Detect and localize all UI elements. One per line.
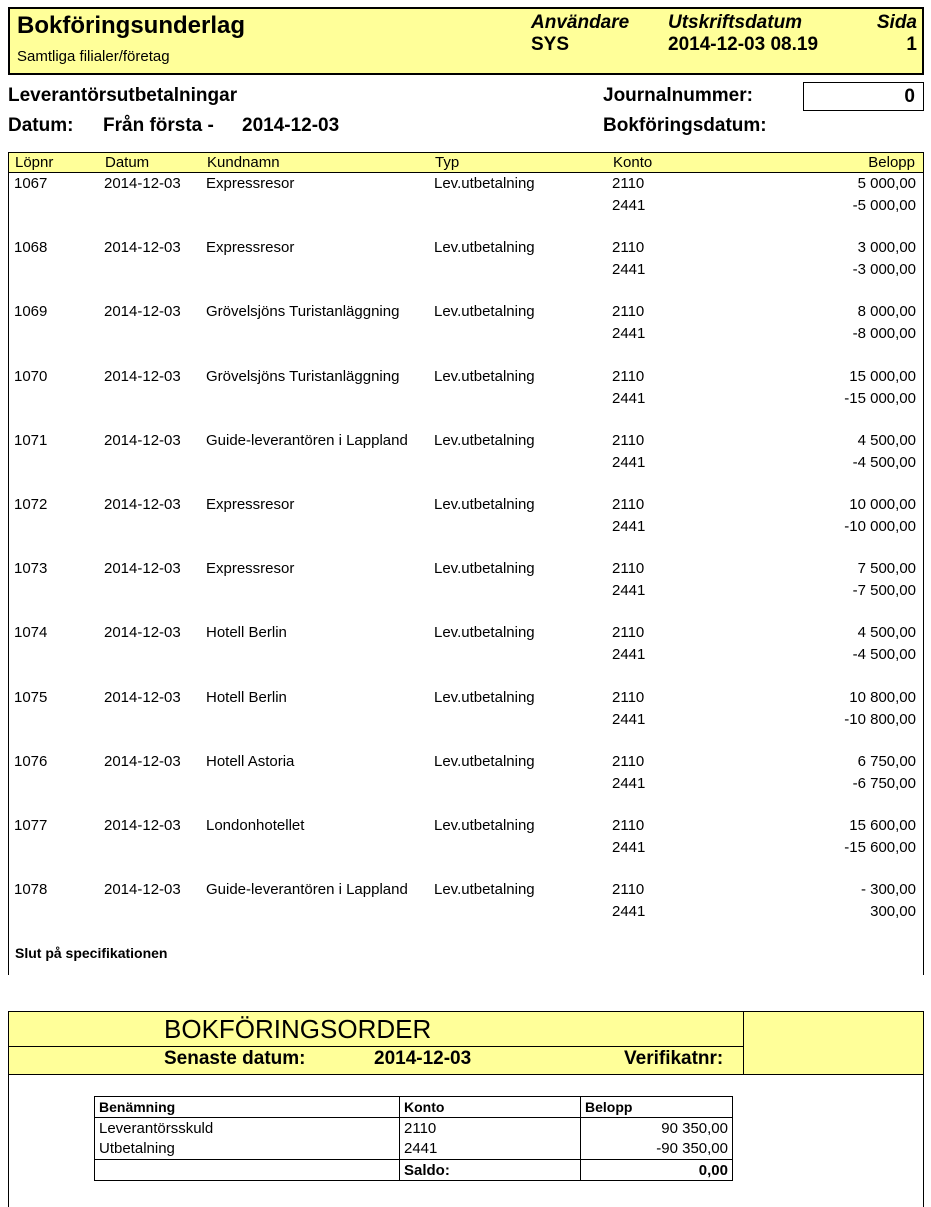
cell-typ: Lev.utbetalning	[434, 881, 535, 899]
cell-konto: 2441	[612, 774, 646, 792]
cell-konto: 2110	[612, 688, 645, 706]
cell-kundnamn: Hotell Berlin	[206, 624, 287, 642]
cell-belopp: 8 000,00	[857, 303, 916, 321]
cell-belopp: -10 000,00	[844, 518, 916, 535]
cell-lopnr: 1071	[14, 431, 48, 449]
cell-datum: 2014-12-03	[104, 239, 181, 257]
divider	[9, 1046, 743, 1047]
cell-konto: 2441	[612, 325, 646, 343]
date-to: 2014-12-03	[242, 115, 340, 136]
cell-konto: 2110	[612, 817, 645, 834]
line-name: Leverantörsskuld	[95, 1118, 400, 1139]
cell-typ: Lev.utbetalning	[434, 303, 535, 321]
cell-konto: 2110	[612, 881, 645, 899]
divider	[743, 1012, 744, 1075]
cell-konto: 2441	[612, 518, 646, 535]
cell-datum: 2014-12-03	[104, 688, 181, 706]
cell-typ: Lev.utbetalning	[434, 496, 535, 513]
saldo-label: Saldo:	[400, 1160, 581, 1181]
section-title: Leverantörsutbetalningar	[8, 85, 238, 106]
cell-konto: 2110	[612, 560, 645, 578]
cell-datum: 2014-12-03	[104, 431, 181, 449]
cell-typ: Lev.utbetalning	[434, 817, 535, 834]
report-title: Bokföringsunderlag	[17, 12, 246, 39]
cell-belopp: 4 500,00	[857, 624, 916, 642]
end-of-specification: Slut på specifikationen	[15, 945, 168, 961]
cell-konto: 2441	[612, 710, 646, 728]
page-value: 1	[906, 34, 917, 55]
list-item	[8, 239, 924, 283]
col-belopp: Belopp	[868, 154, 915, 171]
report-subtitle: Samtliga filialer/företag	[17, 48, 170, 65]
cell-lopnr: 1077	[14, 817, 48, 834]
list-item	[8, 881, 924, 925]
cell-konto: 2441	[612, 646, 646, 664]
cell-konto: 2441	[612, 839, 646, 856]
cell-kundnamn: Hotell Astoria	[206, 752, 295, 770]
line-name: Utbetalning	[95, 1139, 400, 1160]
latest-date-value: 2014-12-03	[374, 1048, 472, 1069]
cell-lopnr: 1069	[14, 303, 48, 321]
list-item	[8, 432, 924, 476]
line-konto: 2441	[400, 1139, 581, 1160]
cell-belopp: 7 500,00	[857, 560, 916, 578]
cell-datum: 2014-12-03	[104, 367, 181, 385]
list-item	[8, 368, 924, 412]
saldo-value: 0,00	[581, 1160, 733, 1181]
date-from: Från första -	[103, 115, 214, 136]
cell-lopnr: 1070	[14, 367, 48, 385]
list-item	[8, 303, 924, 347]
line-belopp: 90 350,00	[581, 1118, 733, 1139]
cell-kundnamn: Londonhotellet	[206, 817, 305, 834]
cell-typ: Lev.utbetalning	[434, 175, 535, 192]
journal-number-field: 0	[803, 82, 924, 111]
col-konto: Konto	[400, 1097, 581, 1118]
booking-order-title: BOKFÖRINGSORDER	[164, 1014, 432, 1044]
list-item	[8, 817, 924, 861]
cell-konto: 2441	[612, 389, 646, 407]
cell-konto: 2110	[612, 175, 645, 192]
cell-konto: 2441	[612, 261, 646, 279]
cell-typ: Lev.utbetalning	[434, 560, 535, 578]
cell-belopp: 4 500,00	[857, 431, 916, 449]
cell-lopnr: 1075	[14, 688, 48, 706]
cell-kundnamn: Hotell Berlin	[206, 688, 287, 706]
cell-belopp: 15 600,00	[849, 817, 916, 834]
cell-belopp: 15 000,00	[849, 367, 916, 385]
cell-belopp: -15 000,00	[844, 389, 916, 407]
cell-belopp: 300,00	[870, 903, 916, 921]
cell-lopnr: 1068	[14, 239, 48, 257]
list-item	[8, 689, 924, 733]
list-item	[8, 496, 924, 540]
cell-lopnr: 1073	[14, 560, 48, 578]
table-row	[95, 1118, 733, 1139]
cell-konto: 2441	[612, 903, 646, 921]
cell-lopnr: 1076	[14, 752, 48, 770]
col-datum: Datum	[105, 154, 150, 171]
cell-konto: 2110	[612, 367, 645, 385]
cell-datum: 2014-12-03	[104, 881, 181, 899]
cell-belopp: -10 800,00	[844, 710, 916, 728]
cell-lopnr: 1072	[14, 496, 48, 513]
cell-datum: 2014-12-03	[104, 752, 181, 770]
voucher-label: Verifikatnr:	[624, 1048, 724, 1069]
line-konto: 2110	[400, 1118, 581, 1139]
col-belopp: Belopp	[581, 1097, 733, 1118]
cell-belopp: -4 500,00	[852, 646, 916, 664]
cell-konto: 2110	[612, 496, 645, 513]
cell-typ: Lev.utbetalning	[434, 624, 535, 642]
cell-datum: 2014-12-03	[104, 303, 181, 321]
cell-kundnamn: Guide-leverantören i Lappland	[206, 431, 408, 449]
cell-belopp: -4 500,00	[852, 453, 916, 471]
cell-konto: 2441	[612, 453, 646, 471]
cell-konto: 2441	[612, 582, 646, 600]
booking-date-label: Bokföringsdatum:	[603, 115, 767, 136]
cell-belopp: 3 000,00	[857, 239, 916, 257]
cell-konto: 2110	[612, 431, 645, 449]
journal-label: Journalnummer:	[603, 85, 753, 106]
cell-belopp: 10 800,00	[849, 688, 916, 706]
saldo-row	[95, 1160, 733, 1181]
print-date-label: Utskriftsdatum	[668, 12, 803, 33]
cell-belopp: -15 600,00	[844, 839, 916, 856]
col-lopnr: Löpnr	[15, 154, 54, 171]
table-header-row	[95, 1097, 733, 1118]
cell-typ: Lev.utbetalning	[434, 688, 535, 706]
cell-typ: Lev.utbetalning	[434, 239, 535, 257]
cell-datum: 2014-12-03	[104, 560, 181, 578]
cell-kundnamn: Guide-leverantören i Lappland	[206, 881, 408, 899]
user-label: Användare	[531, 12, 630, 33]
col-konto: Konto	[613, 154, 653, 171]
col-kundnamn: Kundnamn	[207, 154, 280, 171]
cell-typ: Lev.utbetalning	[434, 367, 535, 385]
cell-belopp: -7 500,00	[852, 582, 916, 600]
cell-kundnamn: Grövelsjöns Turistanläggning	[206, 303, 400, 321]
line-belopp: -90 350,00	[581, 1139, 733, 1160]
cell-belopp: -8 000,00	[852, 325, 916, 343]
cell-kundnamn: Grövelsjöns Turistanläggning	[206, 367, 400, 385]
cell-lopnr: 1067	[14, 175, 48, 192]
col-benamning: Benämning	[95, 1097, 400, 1118]
cell-datum: 2014-12-03	[104, 496, 181, 513]
latest-date-label: Senaste datum:	[164, 1048, 306, 1069]
cell-kundnamn: Expressresor	[206, 239, 295, 257]
cell-belopp: 6 750,00	[857, 752, 916, 770]
list-item	[8, 624, 924, 668]
cell-belopp: -5 000,00	[852, 197, 916, 214]
cell-kundnamn: Expressresor	[206, 560, 295, 578]
cell-konto: 2441	[612, 197, 646, 214]
table-row	[95, 1139, 733, 1160]
cell-kundnamn: Expressresor	[206, 496, 295, 513]
cell-konto: 2110	[612, 624, 645, 642]
print-date-value: 2014-12-03 08.19	[668, 34, 819, 55]
page-label: Sida	[876, 12, 917, 33]
list-item	[8, 753, 924, 797]
date-label: Datum:	[8, 115, 74, 136]
cell-lopnr: 1078	[14, 881, 48, 899]
list-item	[8, 175, 924, 219]
cell-lopnr: 1074	[14, 624, 48, 642]
cell-belopp: -3 000,00	[852, 261, 916, 279]
cell-datum: 2014-12-03	[104, 175, 181, 192]
list-item	[8, 560, 924, 604]
cell-belopp: - 300,00	[860, 881, 916, 899]
empty-cell	[95, 1160, 400, 1181]
cell-datum: 2014-12-03	[104, 624, 181, 642]
col-typ: Typ	[435, 154, 460, 171]
cell-datum: 2014-12-03	[104, 817, 181, 834]
cell-typ: Lev.utbetalning	[434, 431, 535, 449]
cell-belopp: 5 000,00	[857, 175, 916, 192]
summary-table	[94, 1096, 733, 1181]
cell-belopp: -6 750,00	[852, 774, 916, 792]
cell-typ: Lev.utbetalning	[434, 752, 535, 770]
cell-konto: 2110	[612, 239, 645, 257]
list-header	[8, 152, 924, 173]
cell-konto: 2110	[612, 752, 645, 770]
cell-kundnamn: Expressresor	[206, 175, 295, 192]
cell-konto: 2110	[612, 303, 645, 321]
user-value: SYS	[531, 34, 570, 55]
cell-belopp: 10 000,00	[849, 496, 916, 513]
